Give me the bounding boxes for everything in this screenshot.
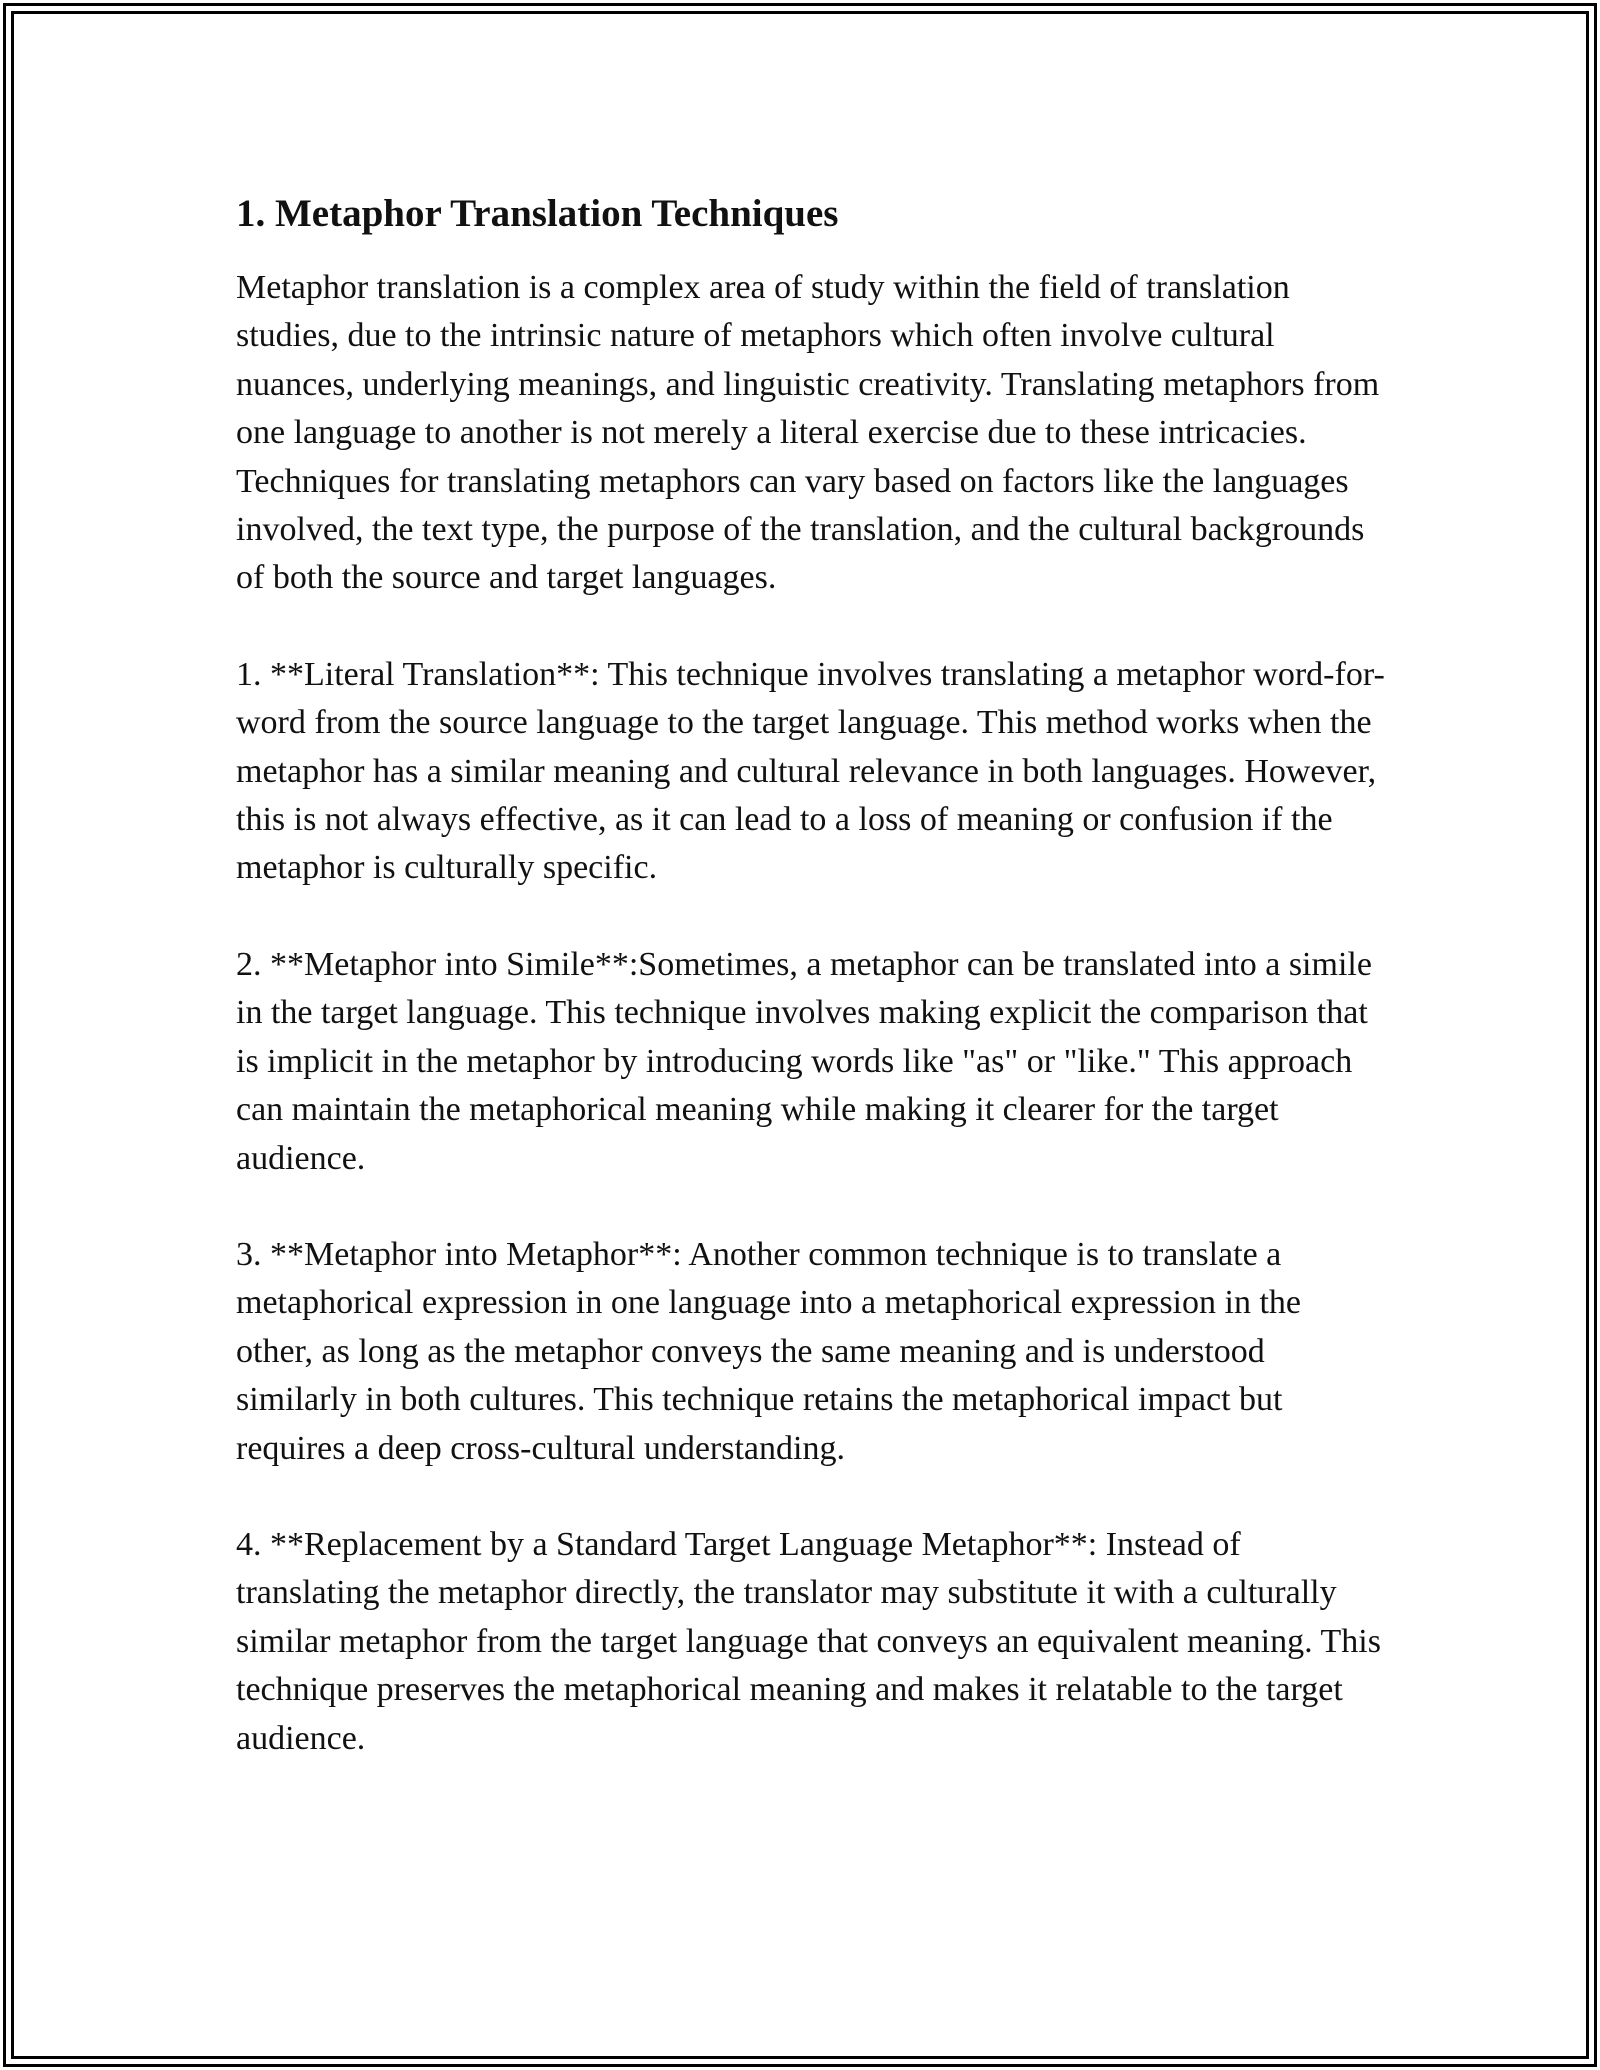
document-body [236, 186, 1386, 1811]
technique-metaphor-into-simile: 2. **Metaphor into Simile**:Sometimes, a metaphor can be translated into a simile in the target language. This technique involves making explicit the comparison that is implicit in the metaphor by introducing words like "as" or "like." This approach can maintain the metaphorical meaning while making it clearer for the target audience. [236, 945, 1372, 1177]
technique-metaphor-into-metaphor: 3. **Metaphor into Metaphor**: Another common technique is to translate a metaphorical expression in one language into a metaphorical expression in the other, as long as the metaphor conveys the same meaning and is understood similarly in both cultures. This technique retains the metaphorical impact but requires a deep cross-cultural understanding. [236, 1235, 1301, 1467]
technique-standard-replacement: 4. **Replacement by a Standard Target Language Metaphor**: Instead of translating the metaphor directly, the translator may substitute it with a culturally similar metaphor from the target language that conveys an equivalent meaning. This technique preserves the metaphorical meaning and makes it relatable to the target audience. [236, 1525, 1381, 1757]
intro-paragraph: Metaphor translation is a complex area of study within the field of translation studies, due to the intrinsic nature of metaphors which often involve cultural nuances, underlying meanings, and linguistic creativity. Translating metaphors from one language to another is not merely a literal exercise due to these intricacies. Techniques for translating metaphors can vary based on factors like the languages involved, the text type, the purpose of the translation, and the cultural backgrounds of both the source and target languages. [236, 269, 1380, 597]
section-heading: 1. Metaphor Translation Techniques [236, 192, 839, 235]
technique-literal-translation: 1. **Literal Translation**: This technique involves translating a metaphor word-for-word from the source language to the target language. This method works when the metaphor has a similar meaning and cultural relevance in both languages. However, this is not always effective, as it can lead to a loss of meaning or confusion if the metaphor is culturally specific. [236, 655, 1385, 887]
